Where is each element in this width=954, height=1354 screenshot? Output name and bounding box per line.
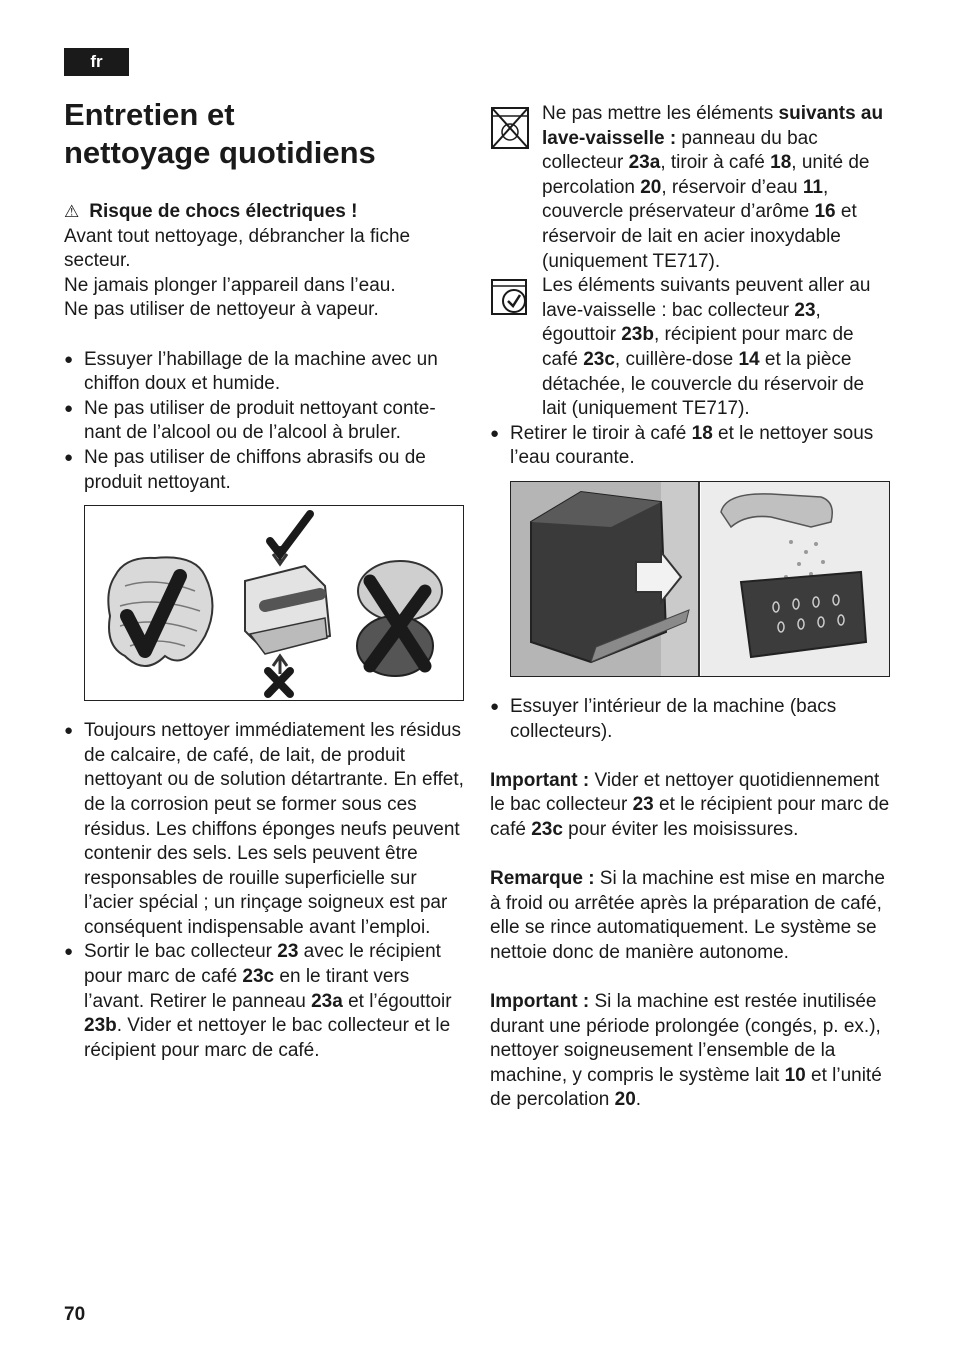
left-column — [64, 200, 464, 1063]
bullet-item: ● Sortir le bac collecteur 23 avec le récipient pour marc de café 23c en le tirant vers l’avant. Retirer le panneau 23a et l’égouttoir 23b. Vider et nettoyer le bac collecteur et le récipient pour marc de café. — [64, 940, 464, 1063]
warning-triangle-icon: ⚠ — [64, 202, 80, 221]
title-line-2: nettoyage quotidiens — [64, 135, 376, 170]
coffee-drawer-photo — [510, 481, 890, 677]
dishwasher-safe-text: Les éléments suivants peuvent aller au lave-vaisselle : bac collecteur 23, égouttoir 23b, récipient pour marc de café 23c, cuillère-dose 14 et la pièce détachée, le couvercle du réservoir de lait (uniquement TE717). — [542, 275, 871, 420]
right-column — [490, 102, 890, 1113]
page-number: 70 — [64, 1304, 86, 1325]
warning-line: Avant tout nettoyage, débrancher la fiche secteur. — [64, 225, 411, 272]
bullet-item: ● Ne pas utiliser de chiffons abrasifs ou de produit nettoyant. — [64, 446, 464, 495]
dishwasher-safe-block — [490, 274, 890, 422]
warning-title: Risque de chocs électriques ! — [89, 201, 358, 222]
dishwasher-safe-icon — [490, 276, 530, 316]
warning-line: Ne pas utiliser de nettoyeur à vapeur. — [64, 299, 379, 321]
bullet-item: ● Retirer le tiroir à café 18 et le nettoyer sous l’eau courante. — [490, 422, 890, 471]
cleaning-illustration — [84, 505, 464, 701]
important-note-2: Important : Si la machine est restée inutilisée durant une période prolongée (congés, p. ex.), nettoyer soigneusement l’ensemble de la machine, y compris le système lait 10 et l’unité de percolation 20. — [490, 991, 882, 1111]
bullet-item: ● Toujours nettoyer immédiatement les résidus de calcaire, de café, de lait, de produit nettoyant ou de solution détartrante. En effet, de la corrosion peut se former sous ces résidus. Les chiffons éponges neufs peuvent contenir des sels. Les sels peuvent être responsables de rouille superficielle sur l’acier spécial ; un rinçage soigneux est par conséquent indispensable avant l’emploi. — [64, 719, 464, 940]
bullet-item: ● Essuyer l’habillage de la machine avec un chiffon doux et humide. — [64, 348, 464, 397]
warning-heading — [64, 200, 464, 225]
not-dishwasher-safe-block — [490, 102, 890, 274]
language-tag: fr — [64, 48, 129, 76]
not-dishwasher-safe-icon — [490, 104, 530, 150]
remark-note: Remarque : Si la machine est mise en marche à froid ou arrêtée après la préparation de café, elle se rince automatiquement. Le système se nettoie donc de manière autonome. — [490, 868, 885, 963]
bullet-item: ● Essuyer l’intérieur de la machine (bacs collecteurs). — [490, 695, 890, 744]
page-title — [64, 96, 464, 172]
warning-line: Ne jamais plonger l’appareil dans l’eau. — [64, 274, 396, 296]
bullet-item: ● Ne pas utiliser de produit nettoyant contenant de l’alcool ou de l’alcool à bruler. — [64, 397, 464, 446]
important-note-1: Important : Vider et nettoyer quotidiennement le bac collecteur 23 et le récipient pour marc de café 23c pour éviter les moisissures. — [490, 769, 890, 840]
not-dishwasher-text: Ne pas mettre les éléments suivants au lave-vaisselle : panneau du bac collecteur 23a, tiroir à café 18, unité de percolation 20, réservoir d’eau 11, couvercle préservateur d’arôme 16 et réservoir de lait en acier inoxydable (uniquement TE717). — [542, 103, 884, 272]
title-line-1: Entretien et — [64, 97, 235, 132]
